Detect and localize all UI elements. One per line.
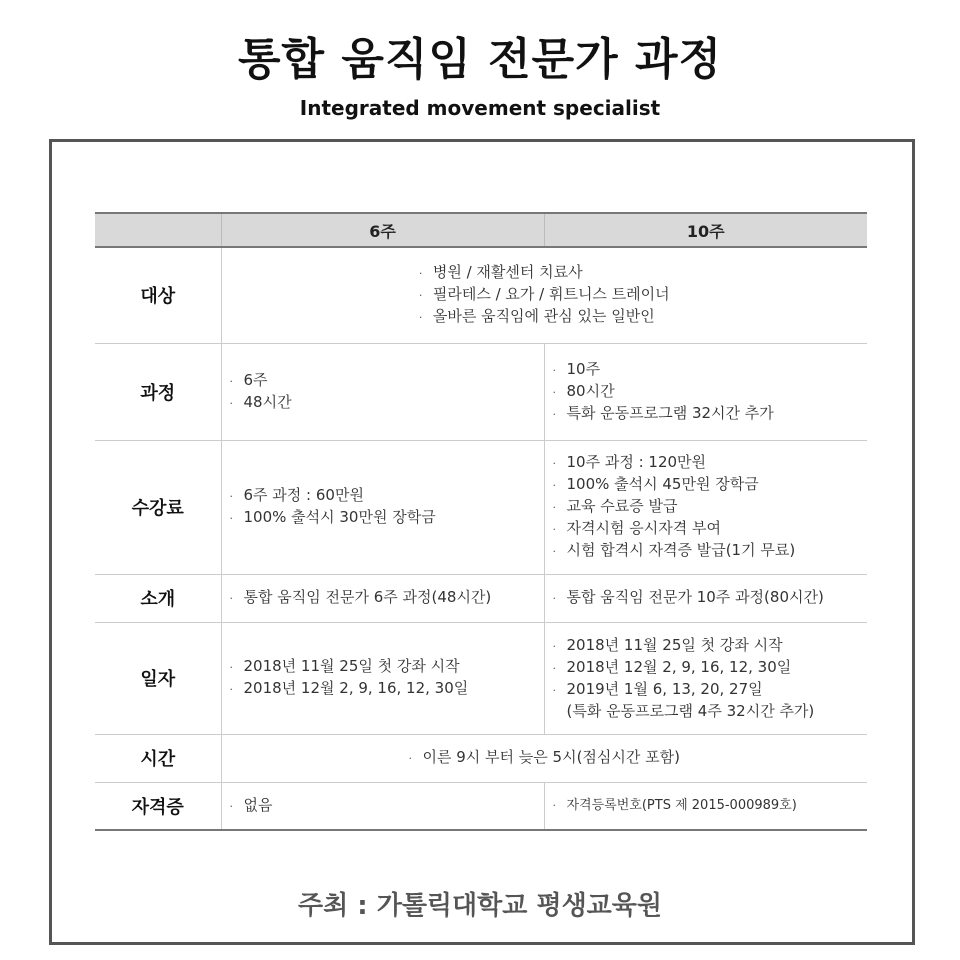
bullet-icon: · — [552, 798, 556, 812]
list-item-note: (특화 운동프로그램 4주 32시간 추가) — [566, 702, 815, 720]
bullet-icon: · — [418, 267, 423, 281]
dates-10weeks-cell — [544, 622, 867, 734]
list-item: · 2018년 11월 25일 첫 강좌 시작 — [553, 635, 868, 657]
course-table — [95, 212, 867, 831]
fee-10weeks-cell — [544, 440, 867, 574]
bullet-icon: · — [229, 592, 233, 605]
cert-10weeks-cell — [544, 782, 867, 830]
bullet-icon: · — [552, 592, 556, 605]
row-label-time: 시간 — [95, 734, 221, 782]
time-cell — [221, 734, 867, 782]
list-item: · 병원 / 재활센터 치료사 — [419, 262, 670, 284]
course-6weeks-cell — [221, 343, 544, 440]
table-row-cert — [95, 782, 867, 830]
list-item: · 10주 과정 : 120만원 — [553, 452, 868, 474]
header-blank — [95, 213, 221, 247]
list-item: · 시험 합격시 자격증 발급(1기 무료) — [553, 540, 868, 562]
intro-6weeks-cell — [221, 574, 544, 622]
list-item: · 없음 — [230, 795, 544, 817]
list-item: · 2018년 11월 25일 첫 강좌 시작 — [230, 656, 544, 678]
bullet-icon: · — [229, 396, 233, 410]
list-item: · 통합 움직임 전문가 6주 과정(48시간) — [230, 587, 544, 609]
table-row-time — [95, 734, 867, 782]
bullet-icon: · — [229, 490, 233, 503]
list-item: · 2019년 1월 6, 13, 20, 27일 — [553, 679, 868, 701]
course-10weeks-cell — [544, 343, 867, 440]
list-item: · 특화 운동프로그램 32시간 추가 — [553, 403, 868, 425]
bullet-icon: · — [229, 512, 233, 525]
bullet-icon: · — [229, 799, 233, 813]
row-label-cert: 자격증 — [95, 782, 221, 830]
header-10weeks: 10주 — [544, 213, 867, 247]
bullet-icon: · — [552, 662, 556, 675]
table-row-fee — [95, 440, 867, 574]
bullet-icon: · — [552, 363, 556, 377]
list-item: · 2018년 12월 2, 9, 16, 12, 30일 — [230, 678, 544, 700]
list-item: · 통합 움직임 전문가 10주 과정(80시간) — [553, 587, 868, 609]
table-row-intro — [95, 574, 867, 622]
table-row-course — [95, 343, 867, 440]
header-6weeks: 6주 — [221, 213, 544, 247]
bullet-icon: · — [552, 501, 556, 514]
page-subtitle: Integrated movement specialist — [299, 96, 661, 120]
bullet-icon: · — [408, 752, 412, 765]
list-item: · 100% 출석시 30만원 장학금 — [230, 507, 544, 529]
bullet-icon: · — [418, 311, 423, 325]
fee-6weeks-cell — [221, 440, 544, 574]
bullet-icon: · — [418, 289, 423, 303]
list-item: · 80시간 — [553, 381, 868, 403]
row-label-dates: 일자 — [95, 622, 221, 734]
row-label-intro: 소개 — [95, 574, 221, 622]
bullet-icon: · — [229, 683, 233, 696]
list-item: · 100% 출석시 45만원 장학금 — [553, 474, 868, 496]
bullet-icon: · — [552, 479, 556, 492]
bullet-icon: · — [552, 385, 556, 399]
bullet-icon: · — [552, 523, 556, 536]
table-row-target — [95, 247, 867, 343]
page-title: 통합 움직임 전문가 과정 — [238, 34, 722, 85]
list-item: · 이른 9시 부터 늦은 5시(점심시간 포함) — [409, 747, 681, 769]
row-label-target: 대상 — [95, 247, 221, 343]
bullet-icon: · — [552, 545, 556, 558]
list-item: · 2018년 12월 2, 9, 16, 12, 30일 — [553, 657, 868, 679]
table-row-dates — [95, 622, 867, 734]
table-header-row — [95, 213, 867, 247]
list-item: · 교육 수료증 발급 — [553, 496, 868, 518]
intro-10weeks-cell — [544, 574, 867, 622]
list-item: · 48시간 — [230, 392, 544, 414]
bullet-icon: · — [552, 407, 556, 421]
bullet-icon: · — [229, 374, 233, 388]
target-cell — [221, 247, 867, 343]
list-item: · 6주 — [230, 370, 544, 392]
cert-6weeks-cell — [221, 782, 544, 830]
list-item: · 10주 — [553, 359, 868, 381]
list-item: · 올바른 움직임에 관심 있는 일반인 — [419, 306, 670, 328]
bullet-icon: · — [552, 457, 556, 470]
host-footer: 주최 : 가톨릭대학교 평생교육원 — [297, 891, 663, 921]
bullet-icon: · — [552, 640, 556, 653]
row-label-course: 과정 — [95, 343, 221, 440]
bullet-icon: · — [552, 684, 556, 697]
list-item: · 필라테스 / 요가 / 휘트니스 트레이너 — [419, 284, 670, 306]
bullet-icon: · — [229, 661, 233, 674]
list-item: · 자격등록번호(PTS 제 2015-000989호) — [553, 796, 868, 816]
row-label-fee: 수강료 — [95, 440, 221, 574]
dates-6weeks-cell — [221, 622, 544, 734]
list-item: · 자격시험 응시자격 부여 — [553, 518, 868, 540]
list-item: · 6주 과정 : 60만원 — [230, 485, 544, 507]
